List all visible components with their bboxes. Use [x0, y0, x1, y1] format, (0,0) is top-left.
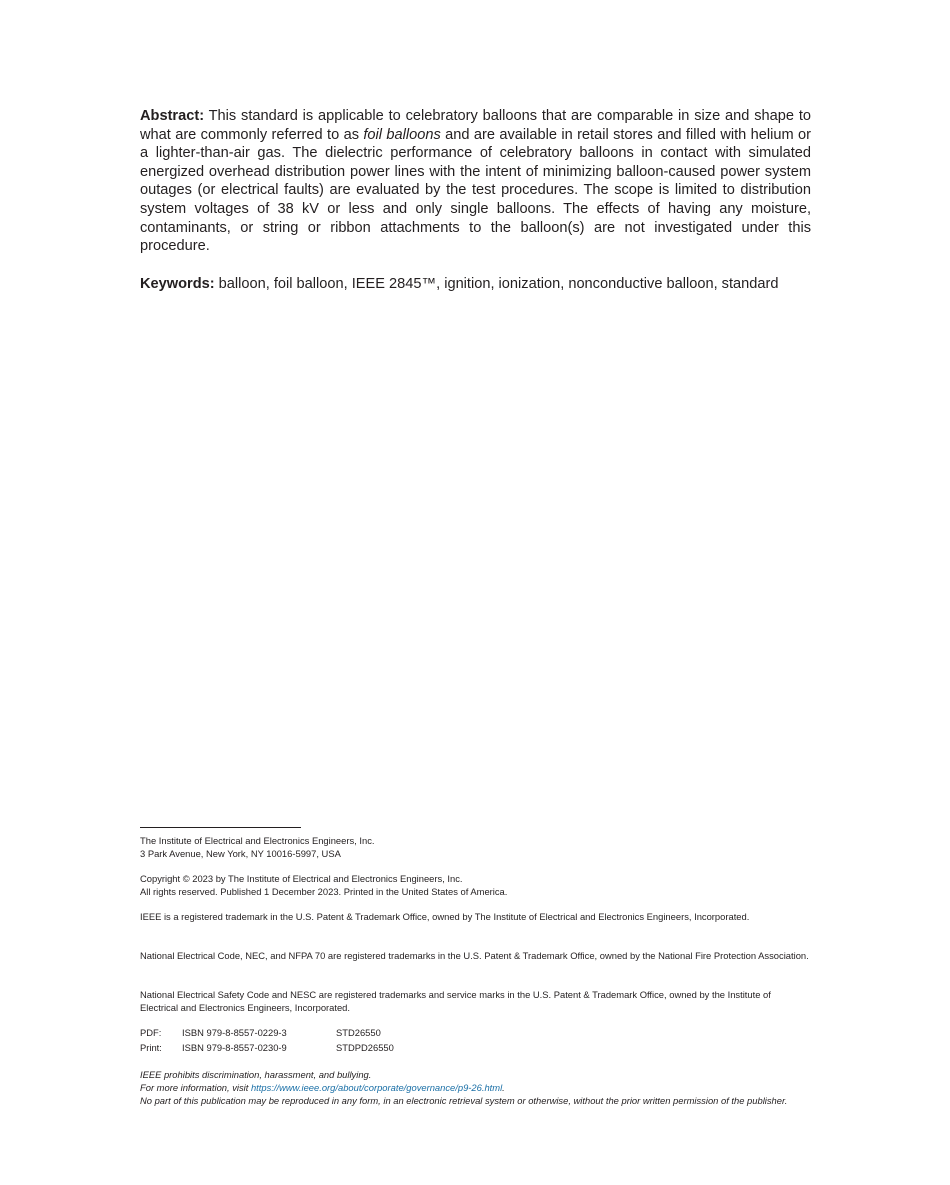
publisher-block	[140, 835, 375, 861]
isbn-format: PDF:	[140, 1027, 162, 1038]
policy-line: IEEE prohibits discrimination, harassment, and bullying.	[140, 1069, 372, 1080]
ieee-trademark-note: IEEE is a registered trademark in the U.S. Patent & Trademark Office, owned by The Institute of Electrical and Electronics Engineers, Incorporated.	[140, 911, 750, 922]
abstract-paragraph	[140, 107, 811, 256]
abstract-text-end: and are available in retail stores and filled with helium or a lighter-than-air gas. The dielectric performance of celebratory balloons in contact with simulated energized overhead distribution power lines with the intent of minimizing balloon-caused power system outages (or electrical faults) are evaluated by the test procedures. The scope is limited to distribution system voltages of 38 kV or less and only single balloons. The effects of having any moisture, contaminants, or string or ribbon attachments to the balloon(s) are not investigated under this procedure.	[140, 126, 811, 255]
governance-link[interactable]: https://www.ieee.org/about/corporate/governance/p9-26.html	[250, 1081, 503, 1093]
rights-line: All rights reserved. Published 1 December 2023. Printed in the United States of America.	[140, 885, 508, 897]
info-prefix: For more information, visit	[140, 1081, 251, 1093]
nesc-trademark-note: National Electrical Safety Code and NESC are registered trademarks and service marks in the U.S. Patent & Trademark Office, owned by the Institute of Electrical and Electronics Engineers, Incorporated.	[140, 989, 771, 1013]
footnote-divider	[140, 827, 301, 828]
info-suffix: .	[502, 1081, 505, 1093]
nec-trademark-note: National Electrical Code, NEC, and NFPA 70 are registered trademarks in the U.S. Patent & Trademark Office, owned by the National Fire Protection Association.	[140, 950, 809, 961]
copyright-line: Copyright © 2023 by The Institute of Electrical and Electronics Engineers, Inc.	[140, 873, 463, 884]
isbn-format: Print:	[140, 1042, 162, 1053]
isbn-row-print	[140, 1042, 540, 1057]
publisher-name: The Institute of Electrical and Electronics Engineers, Inc.	[140, 835, 375, 846]
copyright-block	[140, 873, 507, 899]
legal-notice	[140, 1069, 787, 1107]
isbn-row-pdf	[140, 1027, 540, 1042]
publisher-address: 3 Park Avenue, New York, NY 10016-5997, USA	[140, 847, 341, 859]
keywords-paragraph	[140, 275, 811, 294]
keywords-label: Keywords:	[140, 276, 215, 292]
isbn-code: STD26550	[336, 1027, 381, 1038]
abstract-text-start: This standard is applicable to celebratory balloons that are comparable in size and shape to what are commonly referred to as	[140, 108, 811, 143]
reproduction-notice: No part of this publication may be reproduced in any form, in an electronic retrieval system or otherwise, without the prior written permission of the publisher.	[140, 1094, 788, 1106]
keywords-text: balloon, foil balloon, IEEE 2845™, ignition, ionization, nonconductive balloon, standard	[214, 276, 779, 292]
abstract-label: Abstract:	[140, 108, 205, 124]
isbn-number: ISBN 979-8-8557-0230-9	[182, 1042, 287, 1053]
isbn-code: STDPD26550	[336, 1042, 394, 1053]
abstract-emphasis: foil balloons	[363, 126, 441, 143]
isbn-number: ISBN 979-8-8557-0229-3	[182, 1027, 287, 1038]
info-line	[140, 1082, 787, 1095]
isbn-table	[140, 1027, 540, 1057]
